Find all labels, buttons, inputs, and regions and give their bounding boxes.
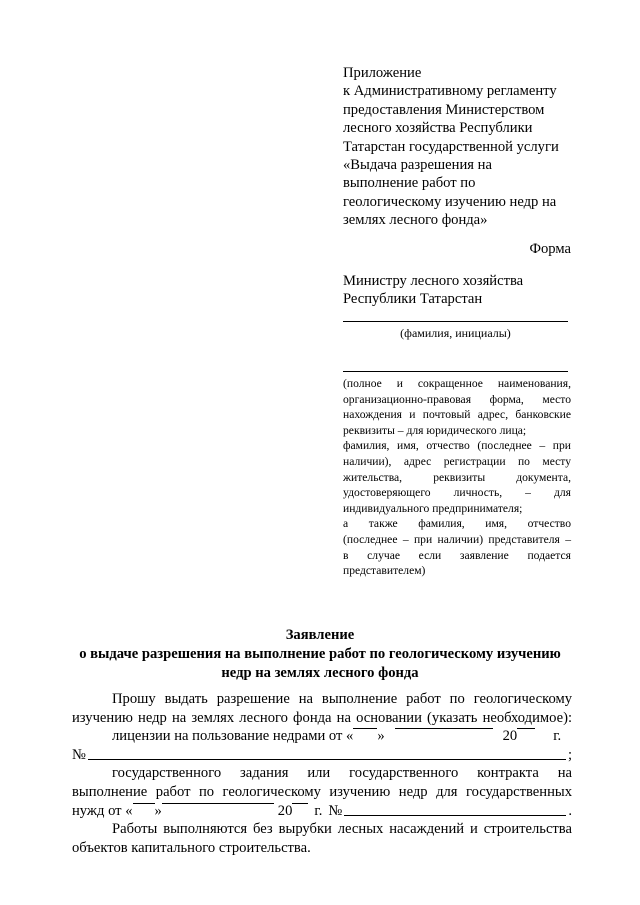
final-paragraph-line: объектов капитального строительства. (72, 839, 311, 856)
details-line: в случае если заявление подается (343, 548, 571, 562)
appendix-line: предоставления Министерством (343, 101, 545, 118)
gov-contract-line: выполнение работ по геологическому изучению недр для государственных (72, 783, 572, 800)
fio-caption: (фамилия, инициалы) (400, 326, 511, 340)
semicolon: ; (567, 746, 572, 763)
gov-date-prefix: нужд от « (72, 802, 133, 819)
gov-day-field[interactable] (133, 802, 155, 804)
details-line: наличии), адрес регистрации по месту (343, 454, 571, 468)
quote-close: » (154, 802, 162, 819)
statement-title (60, 626, 580, 683)
request-paragraph-line: Прошу выдать разрешение на выполнение работ по геологическому (112, 691, 572, 707)
statement-subtitle: о выдаче разрешения на выполнение работ по геологическому изучению (79, 646, 561, 662)
gov-year-field[interactable] (292, 802, 308, 804)
appendix-line: выполнение работ по (343, 175, 476, 192)
number-sign: № (72, 746, 86, 763)
final-paragraph-line: Работы выполняются без вырубки лесных насаждений и строительства (112, 821, 572, 838)
details-line: представителем) (343, 564, 426, 578)
details-line: реквизиты – для юридического лица; (343, 423, 527, 437)
year-suffix: г. (314, 802, 323, 819)
details-line: (последнее – при наличии) представителя – (343, 532, 571, 546)
details-line: (полное и сокращенное наименования, (343, 377, 571, 390)
details-line: индивидуального предпринимателя; (343, 501, 523, 515)
appendix-line: Приложение (343, 65, 422, 81)
statement-heading: Заявление (285, 627, 355, 643)
appendix-line: землях лесного фонда» (343, 212, 488, 229)
gov-number-field[interactable] (344, 802, 566, 817)
license-month-field[interactable] (395, 727, 493, 729)
gov-month-field[interactable] (162, 802, 274, 804)
addressee-line: Республики Татарстан (343, 291, 483, 308)
gov-contract-line: государственного задания или государственного контракта на (112, 765, 572, 782)
details-line: удостоверяющего личность, – для (343, 486, 571, 500)
period: . (568, 802, 572, 819)
license-year-field[interactable] (517, 727, 535, 729)
applicant-field-line[interactable] (343, 371, 568, 372)
license-number-field[interactable] (88, 746, 566, 761)
license-row (72, 727, 572, 746)
addressee (343, 272, 573, 309)
license-number-row (72, 746, 572, 765)
statement-body (72, 690, 572, 857)
appendix-line: к Административному регламенту (343, 83, 557, 100)
fio-field-line[interactable] (343, 321, 568, 322)
year-prefix: 20 (277, 802, 293, 819)
statement-subtitle: недр на землях лесного фонда (221, 665, 419, 681)
license-day-field[interactable] (353, 727, 377, 729)
appendix-line: Татарстан государственной услуги (343, 138, 559, 155)
appendix-line: геологическому изучению недр на (343, 193, 557, 210)
details-line: организационно-правовая форма, место (343, 392, 571, 406)
year-suffix: г. (553, 728, 562, 745)
addressee-line: Министру лесного хозяйства (343, 273, 524, 289)
details-line: а также фамилия, имя, отчество (343, 517, 571, 531)
appendix-line: лесного хозяйства Республики (343, 120, 533, 137)
appendix-header (343, 64, 573, 230)
form-label: Форма (529, 241, 571, 257)
number-sign: № (328, 802, 343, 819)
request-paragraph-line: изучению недр на землях лесного фонда на основании (указать необходимое): (72, 709, 572, 726)
license-text: лицензии на пользование недрами от « (112, 728, 354, 745)
details-line: фамилия, имя, отчество (последнее – при (343, 439, 571, 453)
applicant-details-caption (343, 376, 571, 579)
details-line: нахождения и почтовый адрес, банковские (343, 408, 571, 422)
quote-close: » (377, 728, 385, 745)
details-line: жительства, реквизиты документа, (343, 470, 571, 484)
year-prefix: 20 (502, 728, 518, 745)
appendix-line: «Выдача разрешения на (343, 157, 492, 174)
gov-contract-date-row (72, 802, 572, 821)
